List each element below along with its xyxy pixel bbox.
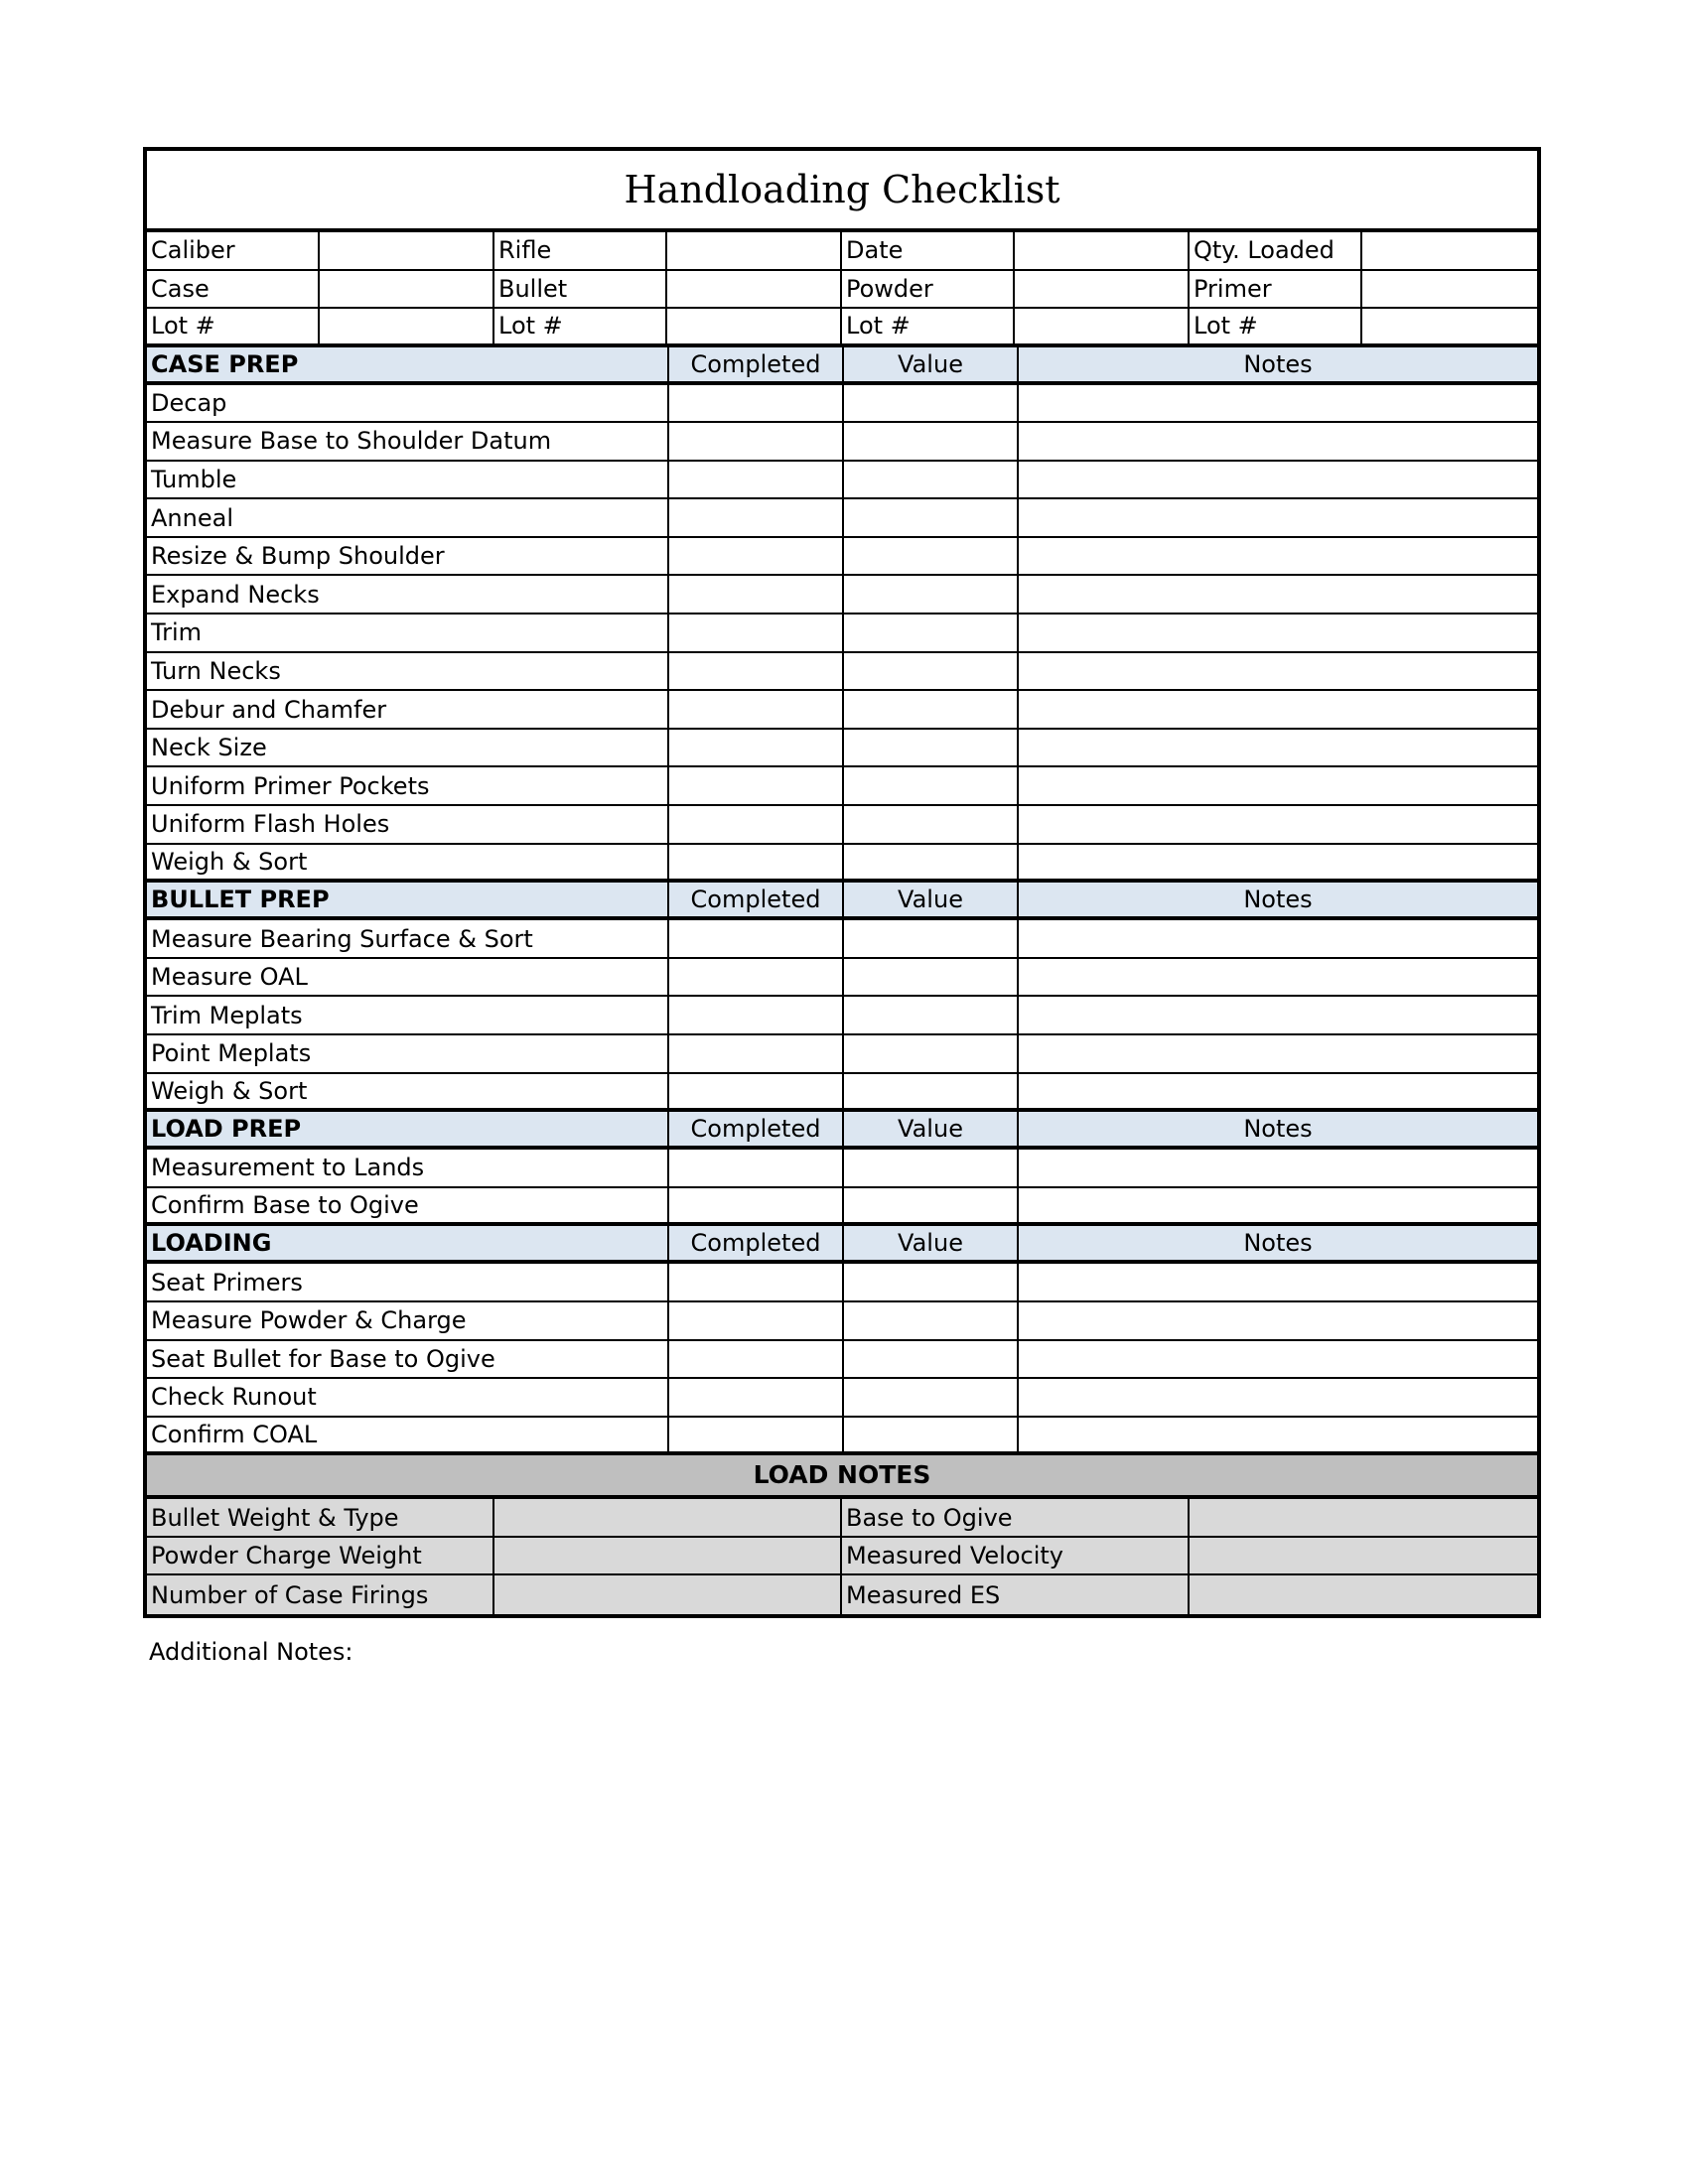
checklist-item-label: Seat Bullet for Base to Ogive bbox=[147, 1341, 669, 1378]
completed-cell[interactable] bbox=[669, 845, 844, 880]
completed-cell[interactable] bbox=[669, 920, 844, 957]
value-cell[interactable] bbox=[844, 1264, 1019, 1300]
value-cell[interactable] bbox=[844, 385, 1019, 422]
completed-cell[interactable] bbox=[669, 1341, 844, 1378]
completed-cell[interactable] bbox=[669, 653, 844, 690]
section-items bbox=[147, 920, 1537, 1112]
notes-cell[interactable] bbox=[1019, 1418, 1537, 1452]
completed-cell[interactable] bbox=[669, 614, 844, 651]
load-notes-row bbox=[147, 1575, 1537, 1614]
checklist-row bbox=[147, 691, 1537, 730]
checklist-row bbox=[147, 576, 1537, 614]
checklist-item-label: Debur and Chamfer bbox=[147, 691, 669, 728]
notes-cell[interactable] bbox=[1019, 1379, 1537, 1416]
section-header bbox=[147, 1112, 1537, 1150]
checklist-row bbox=[147, 806, 1537, 845]
checklist-item-label: Confirm COAL bbox=[147, 1418, 669, 1452]
notes-cell[interactable] bbox=[1019, 691, 1537, 728]
info-label: Lot # bbox=[494, 309, 667, 343]
checklist-item-label: Trim Meplats bbox=[147, 997, 669, 1033]
checklist-row bbox=[147, 1341, 1537, 1380]
completed-cell[interactable] bbox=[669, 691, 844, 728]
checklist-row bbox=[147, 730, 1537, 768]
value-cell[interactable] bbox=[844, 845, 1019, 880]
checklist-item-label: Turn Necks bbox=[147, 653, 669, 690]
notes-cell[interactable] bbox=[1019, 1302, 1537, 1339]
info-input[interactable] bbox=[1015, 232, 1190, 269]
notes-cell[interactable] bbox=[1019, 1341, 1537, 1378]
checklist-item-label: Decap bbox=[147, 385, 669, 422]
value-cell[interactable] bbox=[844, 576, 1019, 613]
completed-cell[interactable] bbox=[669, 1035, 844, 1072]
load-notes-input[interactable] bbox=[1190, 1499, 1537, 1536]
value-cell[interactable] bbox=[844, 538, 1019, 575]
value-cell[interactable] bbox=[844, 462, 1019, 498]
notes-cell[interactable] bbox=[1019, 730, 1537, 766]
section-heading: LOADING bbox=[147, 1226, 669, 1260]
load-notes-grid bbox=[147, 1499, 1537, 1614]
notes-cell[interactable] bbox=[1019, 1264, 1537, 1300]
info-row bbox=[147, 309, 1537, 347]
checklist-item-label: Trim bbox=[147, 614, 669, 651]
completed-cell[interactable] bbox=[669, 1302, 844, 1339]
completed-cell[interactable] bbox=[669, 423, 844, 460]
section-heading: CASE PREP bbox=[147, 347, 669, 381]
notes-cell[interactable] bbox=[1019, 614, 1537, 651]
notes-cell[interactable] bbox=[1019, 767, 1537, 804]
column-header-completed: Completed bbox=[669, 1226, 844, 1260]
column-header-completed: Completed bbox=[669, 347, 844, 381]
column-header-notes: Notes bbox=[1243, 1229, 1313, 1258]
checklist-item-label: Weigh & Sort bbox=[147, 1074, 669, 1109]
checklist-item-label: Measure Base to Shoulder Datum bbox=[147, 423, 669, 460]
notes-cell[interactable] bbox=[1019, 385, 1537, 422]
info-row bbox=[147, 271, 1537, 310]
completed-cell[interactable] bbox=[669, 538, 844, 575]
info-label: Primer bbox=[1190, 271, 1362, 308]
checklist-row bbox=[147, 499, 1537, 538]
notes-cell[interactable] bbox=[1019, 920, 1537, 957]
checklist-row bbox=[147, 1264, 1537, 1302]
checklist-row bbox=[147, 767, 1537, 806]
info-input[interactable] bbox=[1015, 309, 1190, 343]
notes-cell[interactable] bbox=[1019, 1074, 1537, 1109]
value-cell[interactable] bbox=[844, 653, 1019, 690]
column-header-value: Value bbox=[844, 347, 1019, 381]
notes-cell[interactable] bbox=[1019, 845, 1537, 880]
section-items bbox=[147, 1150, 1537, 1226]
info-input[interactable] bbox=[667, 232, 842, 269]
value-cell[interactable] bbox=[844, 499, 1019, 536]
checklist-item-label: Point Meplats bbox=[147, 1035, 669, 1072]
checklist-item-label: Expand Necks bbox=[147, 576, 669, 613]
checklist-item-label: Check Runout bbox=[147, 1379, 669, 1416]
value-cell[interactable] bbox=[844, 1188, 1019, 1223]
load-notes-input[interactable] bbox=[494, 1499, 842, 1536]
value-cell[interactable] bbox=[844, 730, 1019, 766]
column-header-value: Value bbox=[844, 1112, 1019, 1146]
completed-cell[interactable] bbox=[669, 959, 844, 996]
checklist-row bbox=[147, 1035, 1537, 1074]
section-heading: BULLET PREP bbox=[147, 883, 669, 916]
checklist-row bbox=[147, 1074, 1537, 1113]
notes-cell[interactable] bbox=[1019, 1035, 1537, 1072]
info-label: Case bbox=[147, 271, 320, 308]
info-label: Qty. Loaded bbox=[1190, 232, 1362, 269]
info-input[interactable] bbox=[1015, 271, 1190, 308]
checklist-row bbox=[147, 920, 1537, 959]
section-items bbox=[147, 385, 1537, 884]
checklist-item-label: Tumble bbox=[147, 462, 669, 498]
load-notes-input[interactable] bbox=[494, 1538, 842, 1574]
completed-cell[interactable] bbox=[669, 1418, 844, 1452]
info-input[interactable] bbox=[1362, 309, 1537, 343]
notes-cell[interactable] bbox=[1019, 959, 1537, 996]
load-notes-heading: LOAD NOTES bbox=[147, 1455, 1537, 1499]
info-input[interactable] bbox=[1362, 232, 1537, 269]
checklist-row bbox=[147, 538, 1537, 577]
completed-cell[interactable] bbox=[669, 1188, 844, 1223]
value-cell[interactable] bbox=[844, 997, 1019, 1033]
info-label: Lot # bbox=[842, 309, 1015, 343]
completed-cell[interactable] bbox=[669, 997, 844, 1033]
checklist-row bbox=[147, 462, 1537, 500]
value-cell[interactable] bbox=[844, 423, 1019, 460]
checklist-item-label: Measure Powder & Charge bbox=[147, 1302, 669, 1339]
info-label: Caliber bbox=[147, 232, 320, 269]
checklist-item-label: Anneal bbox=[147, 499, 669, 536]
column-header-notes: Notes bbox=[1243, 886, 1313, 914]
completed-cell[interactable] bbox=[669, 385, 844, 422]
value-cell[interactable] bbox=[844, 1035, 1019, 1072]
load-notes-label: Base to Ogive bbox=[842, 1499, 1190, 1536]
checklist-item-label: Uniform Flash Holes bbox=[147, 806, 669, 843]
info-label: Bullet bbox=[494, 271, 667, 308]
info-label: Lot # bbox=[1190, 309, 1362, 343]
checklist-item-label: Neck Size bbox=[147, 730, 669, 766]
completed-cell[interactable] bbox=[669, 1379, 844, 1416]
info-grid bbox=[147, 232, 1537, 347]
value-cell[interactable] bbox=[844, 920, 1019, 957]
additional-notes-label: Additional Notes: bbox=[149, 1638, 353, 1666]
completed-cell[interactable] bbox=[669, 576, 844, 613]
notes-cell[interactable] bbox=[1019, 499, 1537, 536]
checklist-row bbox=[147, 385, 1537, 424]
notes-cell[interactable] bbox=[1019, 576, 1537, 613]
checklist-item-label: Seat Primers bbox=[147, 1264, 669, 1300]
checklist-row bbox=[147, 959, 1537, 998]
checklist-item-label: Uniform Primer Pockets bbox=[147, 767, 669, 804]
checklist-row bbox=[147, 1379, 1537, 1418]
value-cell[interactable] bbox=[844, 614, 1019, 651]
notes-cell[interactable] bbox=[1019, 1150, 1537, 1186]
notes-cell[interactable] bbox=[1019, 538, 1537, 575]
info-input[interactable] bbox=[320, 271, 494, 308]
load-notes-label: Measured Velocity bbox=[842, 1538, 1190, 1574]
value-cell[interactable] bbox=[844, 1418, 1019, 1452]
completed-cell[interactable] bbox=[669, 462, 844, 498]
checklist-item-label: Weigh & Sort bbox=[147, 845, 669, 880]
notes-cell[interactable] bbox=[1019, 462, 1537, 498]
info-row bbox=[147, 232, 1537, 271]
completed-cell[interactable] bbox=[669, 1150, 844, 1186]
checklist-row bbox=[147, 997, 1537, 1035]
section-header bbox=[147, 883, 1537, 920]
column-header-value: Value bbox=[844, 1226, 1019, 1260]
checklist-item-label: Measure OAL bbox=[147, 959, 669, 996]
load-notes-row bbox=[147, 1499, 1537, 1538]
load-notes-label: Number of Case Firings bbox=[147, 1575, 494, 1614]
checklist-item-label: Measure Bearing Surface & Sort bbox=[147, 920, 669, 957]
info-input[interactable] bbox=[320, 232, 494, 269]
checklist-row bbox=[147, 614, 1537, 653]
value-cell[interactable] bbox=[844, 1341, 1019, 1378]
checklist-item-label: Measurement to Lands bbox=[147, 1150, 669, 1186]
notes-cell[interactable] bbox=[1019, 1188, 1537, 1223]
load-notes-label: Measured ES bbox=[842, 1575, 1190, 1614]
checklist-row bbox=[147, 1150, 1537, 1188]
column-header-notes: Notes bbox=[1243, 349, 1313, 378]
info-label: Lot # bbox=[147, 309, 320, 343]
notes-cell[interactable] bbox=[1019, 423, 1537, 460]
load-notes-label: Bullet Weight & Type bbox=[147, 1499, 494, 1536]
completed-cell[interactable] bbox=[669, 1074, 844, 1109]
checklist-item-label: Confirm Base to Ogive bbox=[147, 1188, 669, 1223]
value-cell[interactable] bbox=[844, 1074, 1019, 1109]
notes-cell[interactable] bbox=[1019, 653, 1537, 690]
info-input[interactable] bbox=[667, 309, 842, 343]
section-heading: LOAD PREP bbox=[147, 1112, 669, 1146]
value-cell[interactable] bbox=[844, 767, 1019, 804]
completed-cell[interactable] bbox=[669, 806, 844, 843]
value-cell[interactable] bbox=[844, 1302, 1019, 1339]
section-header bbox=[147, 1226, 1537, 1264]
info-label: Date bbox=[842, 232, 1015, 269]
completed-cell[interactable] bbox=[669, 499, 844, 536]
section-items bbox=[147, 1264, 1537, 1455]
column-header-value: Value bbox=[844, 883, 1019, 916]
checklist-row bbox=[147, 653, 1537, 692]
value-cell[interactable] bbox=[844, 959, 1019, 996]
info-label: Rifle bbox=[494, 232, 667, 269]
value-cell[interactable] bbox=[844, 1150, 1019, 1186]
value-cell[interactable] bbox=[844, 1379, 1019, 1416]
load-notes-row bbox=[147, 1538, 1537, 1576]
completed-cell[interactable] bbox=[669, 730, 844, 766]
notes-cell[interactable] bbox=[1019, 997, 1537, 1033]
checklist-row bbox=[147, 1418, 1537, 1456]
load-notes-input[interactable] bbox=[1190, 1538, 1537, 1574]
handloading-checklist-form bbox=[143, 147, 1541, 1618]
checklist-row bbox=[147, 1188, 1537, 1227]
load-notes-label: Powder Charge Weight bbox=[147, 1538, 494, 1574]
checklist-sections bbox=[147, 347, 1537, 1456]
notes-cell[interactable] bbox=[1019, 806, 1537, 843]
column-header-notes: Notes bbox=[1243, 1115, 1313, 1144]
completed-cell[interactable] bbox=[669, 1264, 844, 1300]
checklist-row bbox=[147, 423, 1537, 462]
load-notes-input[interactable] bbox=[1190, 1575, 1537, 1614]
checklist-item-label: Resize & Bump Shoulder bbox=[147, 538, 669, 575]
checklist-row bbox=[147, 845, 1537, 884]
column-header-completed: Completed bbox=[669, 1112, 844, 1146]
checklist-row bbox=[147, 1302, 1537, 1341]
info-input[interactable] bbox=[1362, 271, 1537, 308]
column-header-completed: Completed bbox=[669, 883, 844, 916]
page-title: Handloading Checklist bbox=[147, 151, 1537, 232]
load-notes-input[interactable] bbox=[494, 1575, 842, 1614]
completed-cell[interactable] bbox=[669, 767, 844, 804]
info-label: Powder bbox=[842, 271, 1015, 308]
info-input[interactable] bbox=[667, 271, 842, 308]
value-cell[interactable] bbox=[844, 806, 1019, 843]
info-input[interactable] bbox=[320, 309, 494, 343]
value-cell[interactable] bbox=[844, 691, 1019, 728]
section-header bbox=[147, 347, 1537, 385]
